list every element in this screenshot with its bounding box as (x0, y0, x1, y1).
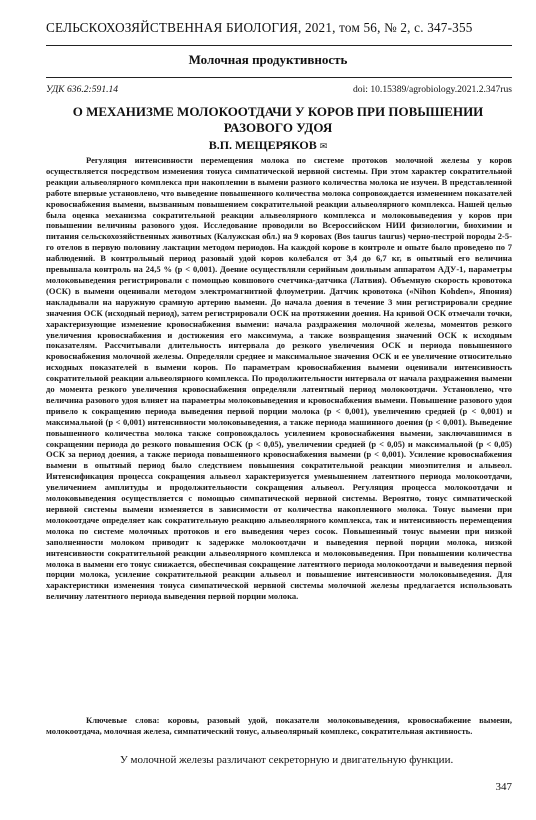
article-meta (46, 84, 512, 95)
doi[interactable]: doi: 10.15389/agrobiology.2021.2.347rus (353, 84, 512, 95)
author-line (0, 138, 536, 153)
abstract: Регуляция интенсивности перемещения молока по системе протоков молочной железы у коров осуществляется посредством изменения тонуса симпатической нервной системы. При этом характер сократительной реакции альвеолярного комплекса при накоплении в вымени разного количества молока не изучен. В представленной работе впервые установлено, что выведение повышенного количества молока сопровождается изменением показателей кровоснабжения вымени, вызванным повышением сократительной реакции альвеолярного комплекса. Нашей целью была оценка механизма сократительной реакции альвеолярного комплекса и молоковыведения у коров при повышении величины разового удоя. Исследование проводили во Всероссийском НИИ физиологии, биохимии и питания сельскохозяйственных животных (Калужская обл.) на 9 коровах (Bos taurus taurus) черно-пестрой породы 2-5-го отелов в первую половину лактации методом периодов. На каждой корове в контроле и опыте было проведено по 7 наблюдений. В контрольный период разовый удой коров колебался от 3,4 до 6,7 кг, в опытный его величина превышала контроль на 24,5 % (p < 0,001). Доение осуществляли серийным доильным аппаратом АДУ-1, параметры молоковыведения регистрировали с помощью ковшового счетчика-датчика (Латвия). Объемную скорость кровотока (ОСК) в вымени оценивали методом электромагнитной флоуметрии. Датчик кровотока («Nihon Kohden», Япония) накладывали на наружную срамную артерию вымени. До начала доения в течение 3 мин регистрировали средние значения ОСК (исходный период), затем регистрировали ОСК на протяжении доения. На кривой ОСК отмечали точки, характеризующие изменение кровоснабжения вымени: начала раздражения молочной железы, моментов резкого увеличения кровоснабжения и достижения его максимума, а также возвращения значений ОСК к исходным показателям. Рассчитывали длительность интервала до резкого увеличения ОСК и периода повышенного кровоснабжения молочной железы. Определяли среднее и максимальное значения ОСК и ее увеличение относительно исходных показателей в вымени коров. По параметрам кровоснабжения вымени оценивали интенсивность сократительной реакции альвеолярного комплекса. По продолжительности интервала от начала раздражения вымени до момента резкого увеличения кровоснабжения определяли латентный период молокоотдачи. Установлено, что величина разового удоя влияет на параметры молоковыведения и кровоснабжения вымени. Повышение разового удоя привело к сокращению периода выведения первой порции молока (p < 0,001), увеличению средней (p < 0,001) и максимальной (p < 0,001) интенсивности молоковыведения, а также периода машинного доения (p < 0,001). Выведение повышенного количества молока также сопровождалось усилением кровоснабжения вымени, заключавшимся в сокращении периода до резкого повышения ОСК (p < 0,05), увеличении средней (p < 0,05) и максимальной (p < 0,05) ОСК за период доения, а также периода повышенного кровоснабжения вымени (p < 0,001). Усиление кровоснабжения вымени в опытный период было следствием повышения сократительной реакции миоэпителия и альвеол. Интенсификация процесса сокращения альвеол характеризуется уменьшением латентного периода молокоотдачи, увеличением амплитуды и продолжительности сокращения альвеол. Регуляция процесса молокоотдачи и молоковыведения осуществляется с помощью симпатической нервной системы. Вероятно, тонус симпатической нервной системы вымени изменяется в зависимости от количества накопленного молока. Тонус вымени при молокоотдаче определяет как сократительную реакцию альвеолярного комплекса, так и интенсивность перемещения молока по системе молочных протоков и его выведения через сосок. Повышенный тонус вымени при низкой заполненности молоком приводит к задержке молокоотдачи и выведения первой порции молока, низкой интенсивности сократительной реакции альвеолярного комплекса и молоковыведения. При повышении количества молока в вымени его тонус снижается, обеспечивая сокращение латентного периода молокоотдачи и выведения первой порции молока, усиление сократительной реакции альвеол и повышение интенсивности молоковыведения. Для характеристики изменения тонуса симпатической нервной системы молочной железы предлагается использовать величину латентного периода выведения первой порции молока. (46, 155, 512, 602)
author-name: В.П. МЕЩЕРЯКОВ (208, 138, 317, 152)
udc-code: УДК 636.2:591.14 (46, 84, 119, 95)
page-number: 347 (495, 781, 512, 793)
body-paragraph: У молочной железы различают секреторную и двигательную функции. (120, 754, 454, 766)
envelope-icon[interactable]: ✉ (319, 141, 328, 151)
running-head: СЕЛЬСКОХОЗЯЙСТВЕННАЯ БИОЛОГИЯ, 2021, том 56, № 2, с. 347-355 (46, 20, 473, 35)
article-title: О МЕХАНИЗМЕ МОЛОКООТДАЧИ У КОРОВ ПРИ ПОВЫШЕНИИ РАЗОВОГО УДОЯ (72, 104, 484, 135)
keywords: Ключевые слова: коровы, разовый удой, показатели молоковыведения, кровоснабжение вымени, молокоотдача, молочная железа, симпатический тонус, альвеолярный комплекс, сократительная активность. (46, 715, 512, 736)
header-rule-top (46, 45, 512, 46)
section-title: Молочная продуктивность (188, 52, 348, 67)
header-rule-bottom (46, 77, 512, 78)
